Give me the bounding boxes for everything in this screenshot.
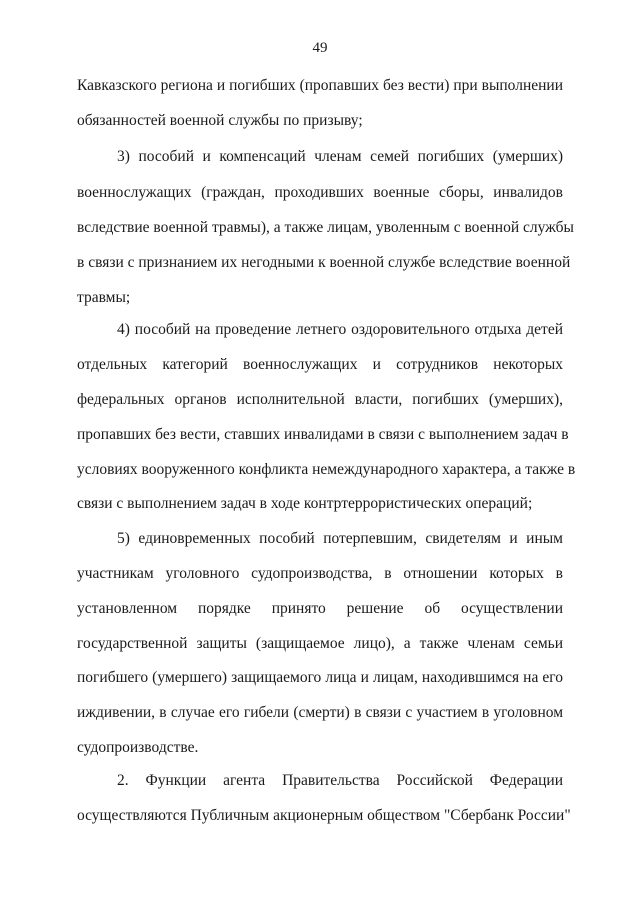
text-line-21: 2. Функции агента Правительства Российской Федерации	[117, 772, 563, 789]
text-line-13: связи с выполнением задач в ходе контртеррористических операций;	[77, 495, 533, 512]
text-line-3: 3) пособий и компенсаций членам семей погибших (умерших)	[117, 148, 563, 165]
text-line-7: травмы;	[77, 289, 131, 306]
text-line-16: установленном порядке принято решение об осуществлении	[77, 600, 563, 617]
text-line-9: отдельных категорий военнослужащих и сотрудников некоторых	[77, 356, 563, 373]
text-line-14: 5) единовременных пособий потерпевшим, свидетелям и иным	[117, 530, 563, 547]
text-line-5: вследствие военной травмы), а также лицам, уволенным с военной службы	[77, 219, 574, 236]
text-line-11: пропавших без вести, ставших инвалидами в связи с выполнением задач в	[77, 426, 569, 443]
text-line-8: 4) пособий на проведение летнего оздоровительного отдыха детей	[117, 321, 563, 338]
text-line-15: участникам уголовного судопроизводства, в отношении которых в	[77, 565, 563, 582]
text-line-2: обязанностей военной службы по призыву;	[77, 112, 363, 129]
text-line-6: в связи с признанием их негодными к военной службе вследствие военной	[77, 254, 571, 271]
text-line-19: иждивении, в случае его гибели (смерти) в связи с участием в уголовном	[77, 704, 563, 721]
text-line-12: условиях вооруженного конфликта немеждународного характера, а также в	[77, 461, 576, 478]
text-line-10: федеральных органов исполнительной власти, погибших (умерших),	[77, 391, 563, 408]
text-line-17: государственной защиты (защищаемое лицо), а также членам семьи	[77, 635, 563, 652]
text-line-1: Кавказского региона и погибших (пропавших без вести) при выполнении	[77, 77, 563, 94]
text-line-20: судопроизводстве.	[77, 739, 199, 756]
text-line-4: военнослужащих (граждан, проходивших военные сборы, инвалидов	[77, 184, 563, 201]
text-line-18: погибшего (умершего) защищаемого лица и лицам, находившимся на его	[77, 669, 563, 686]
text-line-22: осуществляются Публичным акционерным обществом "Сбербанк России"	[77, 807, 571, 824]
page-number: 49	[312, 40, 328, 56]
